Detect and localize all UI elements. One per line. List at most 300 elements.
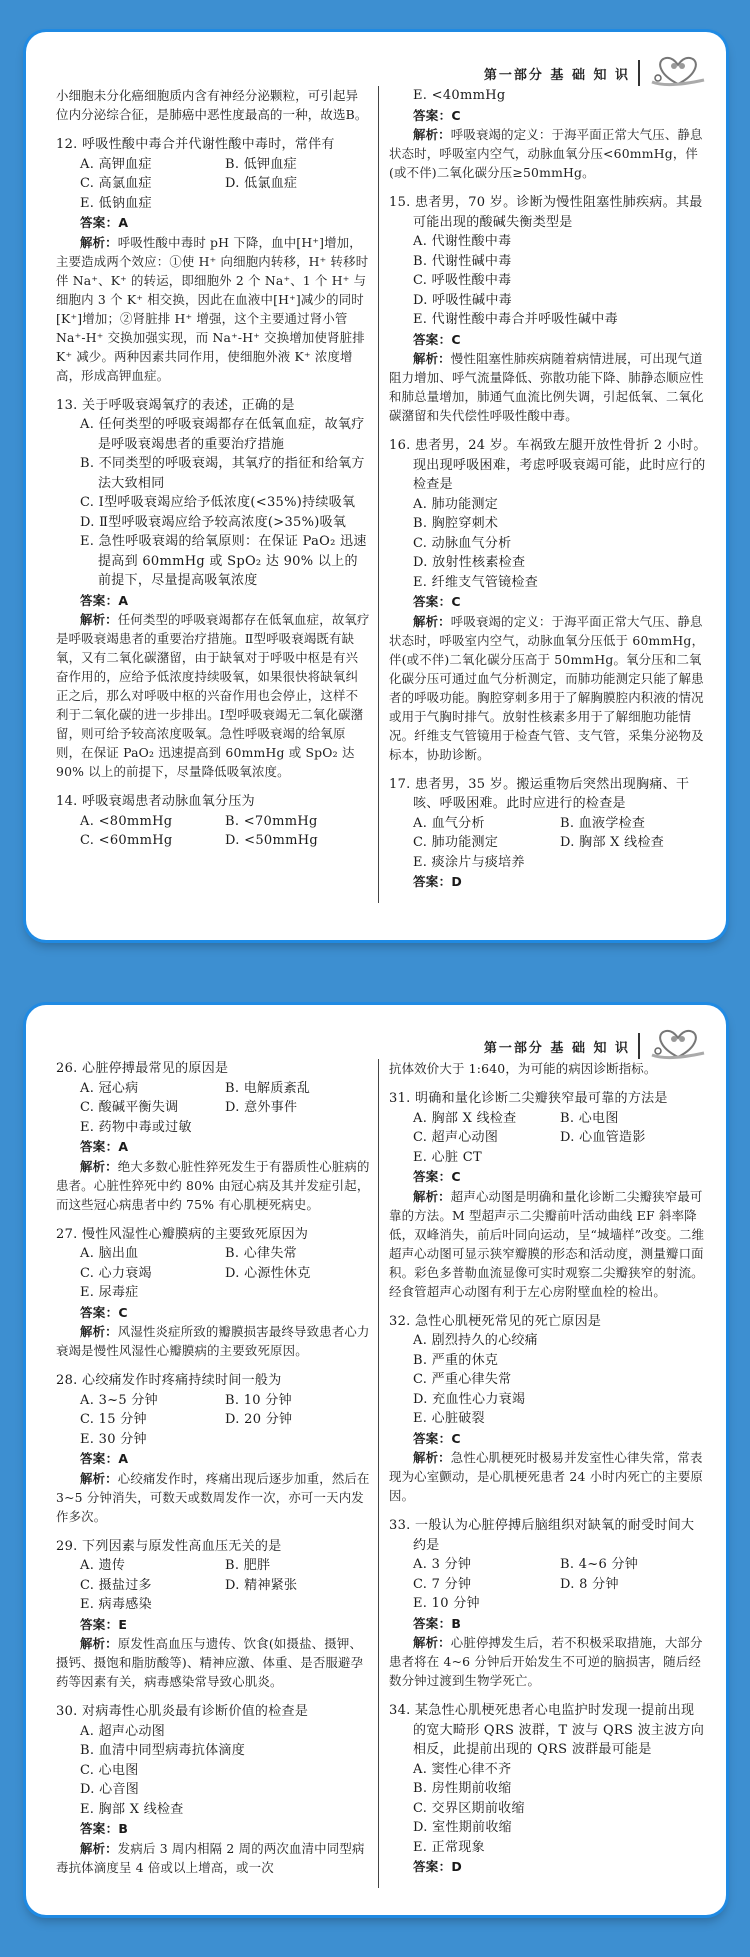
option-item <box>413 1779 707 1799</box>
book-page <box>26 1005 726 1915</box>
option-item <box>560 1128 707 1148</box>
answer-line <box>389 330 707 350</box>
analysis-text: 心脏停搏发生后，若不积极采取措施，大部分患者将在 4~6 分钟后开始发生不可逆的脑损害，随后经数分钟过渡到生物学死亡。 <box>389 1635 703 1688</box>
option-list <box>389 1555 707 1614</box>
option-label: A. <box>80 1558 95 1573</box>
option-item <box>80 1244 225 1264</box>
analysis-text: 呼吸衰竭的定义：于海平面正常大气压、静息状态时，呼吸室内空气，动脉血氧分压<60mmHg，伴(或不伴)二氧化碳分压≥50mmHg。 <box>389 127 703 180</box>
option-item <box>413 291 707 311</box>
option-label: A. <box>413 1761 428 1777</box>
section-title: 第一部分 基 础 知 识 <box>483 1040 630 1056</box>
answer-label: 答案： <box>80 1451 119 1466</box>
question-item <box>56 1702 370 1877</box>
option-label: E. <box>413 312 428 327</box>
option-text: 高钾血症 <box>98 156 152 172</box>
question-text: 某急性心肌梗死患者心电监护时发现一提前出现的宽大畸形 QRS 波群，T 波与 QRS 波主波方向相反，此提前出现的 QRS 波群最可能是 <box>413 1703 705 1757</box>
option-text: 电解质紊乱 <box>243 1080 311 1096</box>
option-text: 不同类型的呼吸衰竭，其氧疗的指征和给氧方法大致相同 <box>98 456 365 491</box>
option-label: C. <box>413 1372 428 1387</box>
option-item <box>80 454 370 493</box>
option-label: B. <box>225 813 240 829</box>
question-number: 33. <box>389 1518 411 1533</box>
question-number: 17. <box>389 776 411 792</box>
option-label: C. <box>413 1576 428 1592</box>
analysis-text: 急性心肌梗死时极易并发室性心律失常，常表现为心室颤动，是心肌梗死患者 24 小时内死亡的主要原因。 <box>389 1450 704 1503</box>
analysis-label: 解析： <box>80 1636 118 1651</box>
page-columns <box>56 86 710 903</box>
question-number: 13. <box>56 397 78 413</box>
option-text: 超声心动图 <box>98 1723 166 1739</box>
option-item <box>413 1409 707 1429</box>
question-item <box>389 193 707 425</box>
option-text: 心电图 <box>578 1110 619 1126</box>
option-label: B. <box>413 516 428 531</box>
analysis-text: 呼吸性酸中毒时 pH 下降，血中[H⁺]增加，主要造成两个效应：①使 H⁺ 向细胞内转移，H⁺ 转移时伴 Na⁺、K⁺ 的转运，即细胞外 2 个 Na⁺、1 个 H⁺ 与细胞内 3 个 K⁺ 相交换，因此在血液中[H⁺]减少的同时[K⁺]增加；②肾脏排 H⁺ 增强，这个主要通过肾小管 Na⁺-H⁺ 交换加强实现，而 Na⁺-H⁺ 交换增加使肾脏排 K⁺ 减少。两种因素共同作用，使细胞外液 K⁺ 浓度增高，形成高钾血症。 <box>56 234 369 383</box>
page-columns <box>56 1059 710 1888</box>
option-text: 7 分钟 <box>431 1576 472 1592</box>
option-label: D. <box>225 1577 240 1593</box>
answer-label: 答案： <box>413 1169 452 1184</box>
option-text: 8 分钟 <box>579 1576 619 1592</box>
option-item <box>413 553 707 573</box>
option-label: E. <box>413 1596 428 1611</box>
question-item <box>389 1089 707 1301</box>
right-column <box>389 1059 707 1888</box>
option-item <box>225 1391 370 1411</box>
option-label: A. <box>413 815 428 831</box>
continued-content <box>389 86 707 182</box>
question-stem <box>56 1537 370 1557</box>
question-number: 16. <box>389 438 411 453</box>
page-header <box>484 54 708 92</box>
option-label: D. <box>413 1820 428 1835</box>
question-text: 患者男，70 岁。诊断为慢性阻塞性肺疾病。其最可能出现的酸碱失衡类型是 <box>413 195 703 230</box>
question-text: 患者男，35 岁。搬运重物后突然出现胸痛、干咳、呼吸困难。此时应进行的检查是 <box>413 776 690 811</box>
question-number: 31. <box>389 1091 411 1106</box>
question-item <box>389 775 707 892</box>
option-item <box>560 1575 707 1595</box>
option-text: 药物中毒或过敏 <box>98 1119 192 1135</box>
option-item <box>225 1410 370 1430</box>
option-label: E. <box>413 1149 428 1165</box>
option-item <box>413 1109 560 1129</box>
option-item <box>225 812 370 832</box>
option-label: C. <box>80 1762 95 1778</box>
option-item <box>225 831 370 851</box>
option-list <box>389 1331 707 1429</box>
answer-label: 答案： <box>80 592 119 608</box>
header-divider <box>638 60 640 86</box>
option-item <box>413 853 560 873</box>
option-text: 意外事件 <box>244 1100 298 1115</box>
answer-value: B <box>451 1615 462 1631</box>
option-item <box>80 1556 225 1576</box>
option-label: D. <box>413 555 428 570</box>
question-item <box>389 1516 707 1690</box>
question-text: 急性心肌梗死常见的死亡原因是 <box>415 1313 602 1329</box>
option-label: C. <box>80 1100 95 1115</box>
option-label: A. <box>413 1333 428 1348</box>
answer-line <box>389 1614 707 1634</box>
option-item <box>80 532 370 591</box>
header-divider <box>638 1033 640 1059</box>
option-label: A. <box>413 496 428 512</box>
option-item <box>413 1390 707 1410</box>
analysis-label: 解析： <box>413 1188 451 1204</box>
option-item <box>80 513 370 533</box>
column-divider <box>378 1059 379 1888</box>
option-item <box>413 232 707 252</box>
option-text: <40mmHg <box>431 88 506 103</box>
option-text: 15 分钟 <box>98 1412 147 1427</box>
option-item <box>80 174 225 194</box>
option-item <box>413 1148 560 1168</box>
answer-line <box>56 1615 370 1635</box>
option-label: B. <box>413 1352 428 1368</box>
question-stem <box>56 792 370 812</box>
left-column <box>56 1059 374 1888</box>
option-label: B. <box>560 815 575 831</box>
column-divider <box>378 86 379 903</box>
question-stem <box>389 436 707 495</box>
option-text: 呼吸性碱中毒 <box>432 292 512 308</box>
answer-value: E <box>118 1616 128 1632</box>
option-item <box>560 1109 707 1129</box>
question-stem <box>389 775 707 814</box>
answer-value: C <box>118 1304 128 1320</box>
option-label: A. <box>80 156 95 172</box>
option-text: Ⅱ型呼吸衰竭应给予较高浓度(>35%)吸氧 <box>99 514 347 530</box>
analysis-text: 发病后 3 周内相隔 2 周的两次血清中同型病毒抗体滴度呈 4 倍或以上增高，或一次 <box>56 1840 365 1875</box>
analysis-label: 解析： <box>413 351 451 366</box>
question-item <box>389 436 707 764</box>
answer-line <box>56 213 370 233</box>
option-text: 肺功能测定 <box>431 835 499 850</box>
analysis-text: 呼吸衰竭的定义：于海平面正常大气压、静息状态时，呼吸室内空气，动脉血氧分压低于 60mmHg，伴(或不伴)二氧化碳分压高于 50mmHg。氧分压和二氧化碳分压可通过血气分析测定，而肺功能测定只能了解患者的呼吸功能。胸腔穿刺多用于了解胸膜腔内积液的情况或用于气胸时排气。放射性核素多用于了解细胞功能情况。纤维支气管镜用于检查气管、支气管，采集分泌物及标本，协助诊断。 <box>389 613 705 762</box>
option-list <box>56 155 370 214</box>
option-text: <80mmHg <box>98 813 173 829</box>
option-label: D. <box>560 835 575 850</box>
option-text: 交界区期前收缩 <box>431 1800 525 1816</box>
option-item <box>560 814 707 834</box>
option-label: D. <box>413 1391 428 1407</box>
option-label: C. <box>413 1800 428 1816</box>
option-text: 血液学检查 <box>578 815 646 831</box>
question-number: 32. <box>389 1313 411 1329</box>
option-text: <60mmHg <box>98 833 173 848</box>
left-column <box>56 86 374 903</box>
analysis-label: 解析： <box>413 127 451 142</box>
option-label: D. <box>225 833 240 848</box>
option-item <box>80 812 225 832</box>
continued-paragraph: 抗体效价大于 1:640，为可能的病因诊断指标。 <box>389 1061 657 1076</box>
question-item <box>56 396 370 782</box>
option-item <box>80 1741 370 1761</box>
option-text: 心源性休克 <box>244 1265 311 1281</box>
question-stem <box>56 135 370 155</box>
option-item <box>413 1838 707 1858</box>
answer-value: A <box>118 1451 129 1466</box>
option-text: 严重的休克 <box>431 1352 499 1368</box>
option-label: B. <box>560 1557 575 1572</box>
stethoscope-heart-logo-icon <box>648 1027 708 1065</box>
answer-line <box>389 592 707 612</box>
option-label: E. <box>413 854 428 870</box>
option-text: 低钾血症 <box>243 156 297 172</box>
option-label: B. <box>225 1558 240 1573</box>
analysis-paragraph <box>56 1322 370 1360</box>
option-label: D. <box>560 1576 575 1592</box>
option-text: 20 分钟 <box>244 1412 293 1427</box>
option-label: A. <box>80 417 95 432</box>
option-label: B. <box>225 1246 240 1261</box>
option-text: <50mmHg <box>244 833 318 848</box>
option-text: 超声心动图 <box>431 1130 499 1145</box>
option-list <box>56 1244 370 1303</box>
option-label: D. <box>225 1412 240 1427</box>
option-label: B. <box>413 1781 428 1796</box>
analysis-label: 解析： <box>80 1324 118 1339</box>
analysis-paragraph <box>56 233 370 385</box>
option-item <box>80 1576 225 1596</box>
question-text: 一般认为心脏停搏后脑组织对缺氧的耐受时间大约是 <box>413 1518 695 1553</box>
option-item <box>80 415 370 454</box>
option-text: 高氯血症 <box>98 176 152 191</box>
question-stem <box>389 193 707 232</box>
option-label: A. <box>80 1723 95 1739</box>
answer-label: 答案： <box>413 1859 452 1874</box>
answer-line <box>56 1303 370 1323</box>
option-text: 10 分钟 <box>431 1596 480 1611</box>
option-item <box>413 573 707 593</box>
option-label: A. <box>80 1080 95 1096</box>
answer-line <box>389 106 707 126</box>
question-text: 慢性风湿性心瓣膜病的主要致死原因为 <box>82 1226 309 1242</box>
option-item <box>80 1410 225 1430</box>
question-number: 30. <box>56 1704 78 1719</box>
answer-value: D <box>451 1859 463 1874</box>
option-item <box>413 495 707 515</box>
analysis-text: 原发性高血压与遗传、饮食(如摄盐、摄钾、摄钙、摄饱和脂肪酸等)、精神应激、体重、是否服避孕药等因素有关，病毒感染常导致心肌炎。 <box>56 1636 364 1689</box>
question-item <box>56 1371 370 1526</box>
continued-content <box>56 86 370 124</box>
option-item <box>225 155 370 175</box>
answer-value: C <box>451 1169 461 1184</box>
analysis-text: 超声心动图是明确和量化诊断二尖瓣狭窄最可靠的方法。M 型超声示二尖瓣前叶活动曲线 EF 斜率降低，双峰消失，前后叶同向运动，呈“城墙样”改变。二维超声心动图可显示狭窄瓣膜的形态和活动度，测量瓣口面积。彩色多普勒血流显像可实时观察二尖瓣狭窄的射流。经食管超声心动图有利于左心房附壁血栓的检出。 <box>389 1188 705 1299</box>
option-text: 剧烈持久的心绞痛 <box>431 1333 538 1348</box>
option-label: E. <box>80 534 95 549</box>
option-label: B. <box>560 1110 575 1126</box>
option-item <box>413 310 707 330</box>
option-item <box>413 1128 560 1148</box>
option-text: 放射性核素检查 <box>432 555 526 570</box>
option-text: 酸碱平衡失调 <box>98 1100 179 1115</box>
answer-value: A <box>118 1139 129 1154</box>
question-stem <box>56 396 370 416</box>
option-label: B. <box>413 253 428 269</box>
question-text: 心脏停搏最常见的原因是 <box>82 1061 229 1076</box>
option-item <box>80 155 225 175</box>
option-label: E. <box>413 88 428 103</box>
option-list <box>389 1760 707 1858</box>
question-text: 呼吸性酸中毒合并代谢性酸中毒时，常伴有 <box>82 137 335 152</box>
answer-line <box>389 872 707 892</box>
analysis-paragraph <box>56 1634 370 1691</box>
option-item <box>80 1264 225 1284</box>
analysis-paragraph <box>389 1187 707 1301</box>
answer-value: A <box>118 592 129 608</box>
answer-label: 答案： <box>413 874 452 889</box>
question-text: 下列因素与原发性高血压无关的是 <box>82 1538 282 1554</box>
option-item <box>225 1264 370 1284</box>
option-item <box>413 252 707 272</box>
option-label: D. <box>225 176 240 191</box>
option-item <box>225 1556 370 1576</box>
option-item <box>560 833 707 853</box>
answer-line <box>56 591 370 611</box>
option-label: E. <box>413 1411 428 1426</box>
option-item <box>225 1244 370 1264</box>
option-text: 胸部 X 线检查 <box>431 1110 517 1126</box>
option-text: 心脏 CT <box>431 1149 482 1165</box>
option-text: 低钠血症 <box>98 195 152 211</box>
answer-label: 答案： <box>413 1615 452 1631</box>
option-text: 心力衰竭 <box>98 1265 152 1281</box>
option-label: E. <box>80 1285 95 1300</box>
option-text: 10 分钟 <box>243 1392 292 1408</box>
option-text: 血清中同型病毒抗体滴度 <box>98 1743 246 1758</box>
question-text: 对病毒性心肌炎最有诊断价值的检查是 <box>82 1704 309 1719</box>
option-item <box>413 271 707 291</box>
option-label: E. <box>80 1597 95 1612</box>
option-item <box>413 1594 560 1614</box>
option-item <box>225 1079 370 1099</box>
answer-value: B <box>118 1821 129 1836</box>
option-text: 肺功能测定 <box>431 496 499 512</box>
question-stem <box>56 1225 370 1245</box>
question-item <box>56 135 370 385</box>
option-text: 代谢性酸中毒 <box>431 234 512 249</box>
answer-line <box>389 1857 707 1877</box>
analysis-label: 解析： <box>80 1158 118 1174</box>
right-column <box>389 86 707 903</box>
option-item <box>413 1370 707 1390</box>
analysis-label: 解析： <box>413 1635 451 1650</box>
document-viewer <box>0 32 750 1915</box>
analysis-paragraph <box>389 1448 707 1505</box>
option-item <box>413 1760 707 1780</box>
option-item <box>80 1800 370 1820</box>
option-text: Ⅰ型呼吸衰竭应给予低浓度(<35%)持续吸氧 <box>98 495 356 510</box>
option-label: B. <box>225 156 240 172</box>
answer-label: 答案： <box>413 331 452 347</box>
option-text: 心音图 <box>99 1782 140 1797</box>
option-text: 室性期前收缩 <box>432 1820 512 1835</box>
analysis-text: 任何类型的呼吸衰竭都存在低氧血症，故氧疗是呼吸衰竭患者的重要治疗措施。Ⅱ型呼吸衰竭既有缺氧，又有二氧化碳潴留，由于缺氧对于呼吸中枢是有兴奋作用的，应给予低浓度持续吸氧，如果很快将缺氧纠正之后，那么对呼吸中枢的兴奋作用也会停止，这样不利于二氧化碳的进一步排出。Ⅰ型呼吸衰竭无二氧化碳潴留，则可给予较高浓度吸氧。急性呼吸衰竭的给氧原则，在保证 PaO₂ 迅速提高到 60mmHg 或 SpO₂ 达 90% 以上的前提下，尽量降低吸氧浓度。 <box>56 612 370 779</box>
answer-value: C <box>451 331 461 347</box>
option-item <box>80 1780 370 1800</box>
option-text: 4~6 分钟 <box>578 1557 639 1572</box>
question-stem <box>56 1059 370 1079</box>
question-number: 34. <box>389 1703 411 1718</box>
option-label: D. <box>80 1782 95 1797</box>
option-item <box>80 1722 370 1742</box>
option-label: D. <box>80 514 95 530</box>
option-text: 痰涂片与痰培养 <box>431 854 525 870</box>
option-text: 代谢性碱中毒 <box>431 253 512 269</box>
question-stem <box>389 1516 707 1555</box>
analysis-label: 解析： <box>413 1450 451 1465</box>
question-text: 明确和量化诊断二尖瓣狭窄最可靠的方法是 <box>415 1091 668 1106</box>
option-label: E. <box>80 1119 95 1135</box>
option-label: A. <box>80 1392 95 1408</box>
option-item <box>225 174 370 194</box>
option-text: <70mmHg <box>243 813 318 829</box>
answer-value: D <box>451 874 463 889</box>
option-label: C. <box>413 835 428 850</box>
answer-label: 答案： <box>80 215 119 230</box>
option-text: 3~5 分钟 <box>98 1392 158 1408</box>
question-item <box>56 1059 370 1214</box>
option-text: 充血性心力衰竭 <box>432 1391 526 1407</box>
analysis-text: 慢性阻塞性肺疾病随着病情进展，可出现气道阻力增加、呼气流量降低、弥散功能下降、肺静态顺应性和肺总量增加，肺通气血流比例失调，引起低氧、二氧化碳潴留和失代偿性呼吸性酸中毒。 <box>389 351 704 423</box>
option-label: E. <box>413 574 428 590</box>
option-label: C. <box>80 495 95 510</box>
option-item <box>80 1430 225 1450</box>
option-text: 纤维支气管镜检查 <box>431 574 539 590</box>
question-item <box>389 1312 707 1506</box>
question-item <box>389 1701 707 1877</box>
answer-line <box>389 1167 707 1187</box>
question-text: 患者男，24 岁。车祸致左腿开放性骨折 2 小时。现出现呼吸困难，考虑呼吸衰竭可能，此时应行的检查是 <box>413 438 707 492</box>
question-item <box>56 792 370 851</box>
answer-label: 答案： <box>80 1821 119 1836</box>
answer-line <box>389 1429 707 1449</box>
question-number: 28. <box>56 1373 78 1388</box>
analysis-label: 解析： <box>80 612 118 627</box>
option-text: 肥胖 <box>243 1558 271 1573</box>
option-text: 冠心病 <box>98 1080 139 1096</box>
option-text: 心律失常 <box>243 1246 297 1261</box>
page-header <box>484 1027 708 1065</box>
answer-label: 答案： <box>80 1304 119 1320</box>
option-list <box>56 1391 370 1450</box>
analysis-text: 风湿性炎症所致的瓣膜损害最终导致患者心力衰竭是慢性风湿性心瓣膜病的主要致死原因。 <box>56 1324 370 1358</box>
option-text: 3 分钟 <box>431 1557 472 1572</box>
option-label: E. <box>413 1839 428 1855</box>
option-label: A. <box>413 1557 428 1572</box>
option-item <box>413 1575 560 1595</box>
option-label: C. <box>413 273 428 288</box>
option-text: 胸部 X 线检查 <box>579 835 665 850</box>
option-text: 摄盐过多 <box>98 1577 152 1593</box>
option-item <box>413 814 560 834</box>
answer-value: C <box>451 594 461 609</box>
option-label: B. <box>225 1080 240 1096</box>
answer-label: 答案： <box>413 107 452 123</box>
option-text: 30 分钟 <box>98 1431 147 1447</box>
option-label: E. <box>80 1801 95 1817</box>
option-item <box>413 1799 707 1819</box>
option-text: 代谢性酸中毒合并呼吸性碱中毒 <box>431 312 618 327</box>
book-page <box>26 32 726 940</box>
option-label: B. <box>80 1743 95 1758</box>
option-list <box>389 495 707 593</box>
question-item <box>56 1225 370 1361</box>
option-text: 精神紧张 <box>244 1577 298 1593</box>
option-text: 动脉血气分析 <box>431 535 512 551</box>
analysis-label: 解析： <box>80 1840 118 1856</box>
